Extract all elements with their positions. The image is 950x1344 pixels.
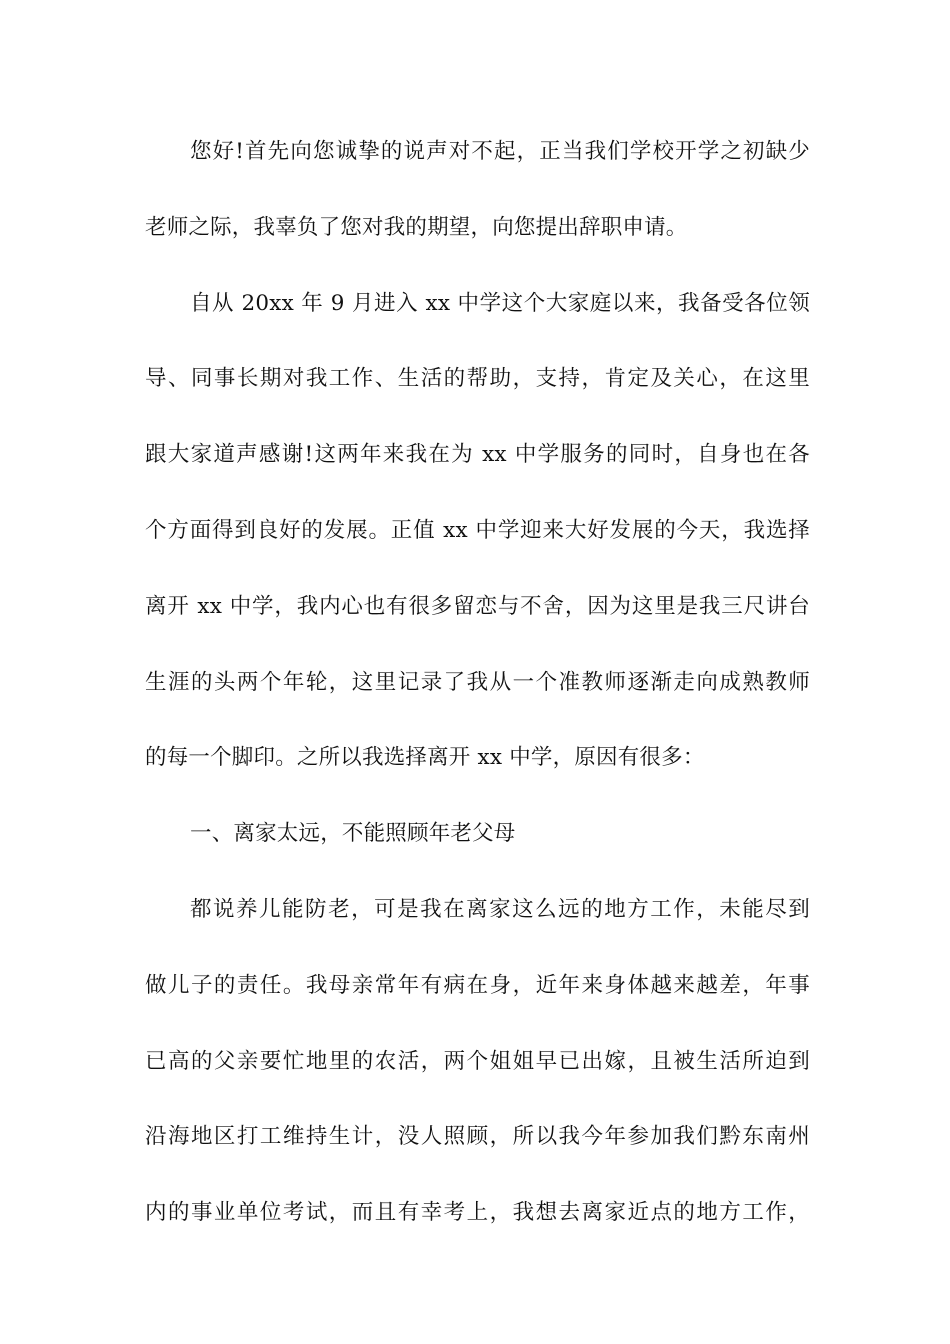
text-line: 导、同事长期对我工作、生活的帮助，支持，肯定及关心，在这里 <box>145 366 810 392</box>
text-line: 一、离家太远，不能照顾年老父母 <box>190 821 516 847</box>
document-body <box>145 128 810 1265</box>
text-line: 跟大家道声感谢!这两年来我在为 xx 中学服务的同时，自身也在各 <box>145 442 810 468</box>
text-line: 自从 20xx 年 9 月进入 xx 中学这个大家庭以来，我备受各位领 <box>190 290 810 316</box>
text-line: 都说养儿能防老，可是我在离家这么远的地方工作，未能尽到 <box>190 896 810 922</box>
text-line: 您好!首先向您诚挚的说声对不起，正当我们学校开学之初缺少 <box>190 139 810 164</box>
text-line: 老师之际，我辜负了您对我的期望，向您提出辞职申请。 <box>145 214 688 240</box>
text-line: 做儿子的责任。我母亲常年有病在身，近年来身体越来越差，年事 <box>145 972 810 998</box>
text-line: 已高的父亲要忙地里的农活，两个姐姐早已出嫁，且被生活所迫到 <box>145 1048 810 1074</box>
text-line: 的每一个脚印。之所以我选择离开 xx 中学，原因有很多： <box>145 745 705 771</box>
text-line: 内的事业单位考试，而且有幸考上，我想去离家近点的地方工作， <box>145 1200 810 1226</box>
text-line: 沿海地区打工维持生计，没人照顾，所以我今年参加我们黔东南州 <box>145 1124 810 1150</box>
text-line: 离开 xx 中学，我内心也有很多留恋与不舍，因为这里是我三尺讲台 <box>145 593 810 619</box>
text-line: 个方面得到良好的发展。正值 xx 中学迎来大好发展的今天，我选择 <box>145 517 810 543</box>
text-line: 生涯的头两个年轮，这里记录了我从一个准教师逐渐走向成熟教师 <box>145 669 810 695</box>
